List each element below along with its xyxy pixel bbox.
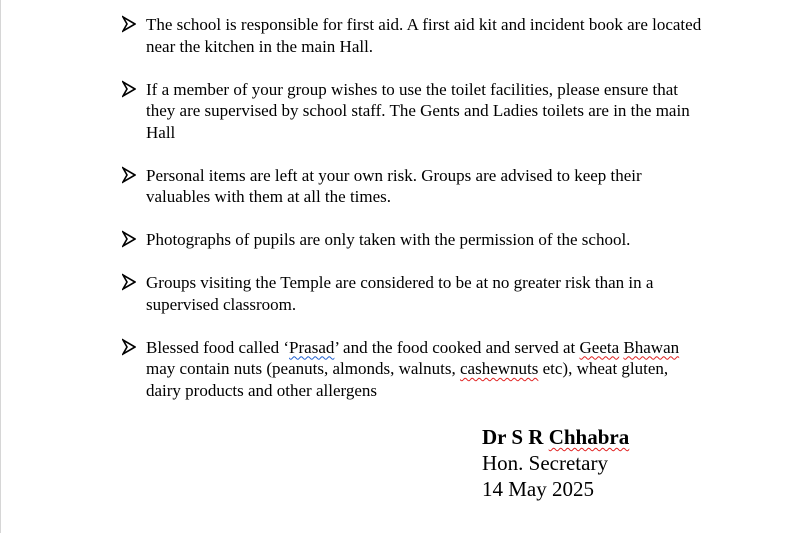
arrowhead-bullet-icon — [122, 273, 136, 291]
list-item-photographs — [122, 229, 702, 251]
signature-block — [482, 424, 629, 502]
list-item-first-aid — [122, 14, 702, 57]
list-item-text: Personal items are left at your own risk. Groups are advised to keep their valuables with them at all the times. — [146, 165, 642, 206]
signatory-name-prefix: Dr S R — [482, 425, 549, 449]
text-run: may contain nuts (peanuts, almonds, walnuts, — [146, 359, 460, 378]
document-date: 14 May 2025 — [482, 477, 594, 501]
list-item-text: The school is responsible for first aid. A first aid kit and incident book are located near the kitchen in the main Hall. — [146, 15, 702, 56]
arrowhead-bullet-icon — [122, 80, 136, 98]
text-run: Blessed food called ‘ — [146, 337, 290, 357]
arrowhead-bullet-icon — [122, 338, 136, 356]
list-item-text: Groups visiting the Temple are considered to be at no greater risk than in a supervised classroom. — [146, 273, 654, 314]
text-run: etc), wheat gluten, dairy products and other allergens — [146, 359, 669, 400]
grammar-flagged-word[interactable]: Prasad — [289, 337, 335, 357]
signatory-title: Hon. Secretary — [482, 451, 608, 475]
safety-notes-list — [122, 14, 702, 423]
list-item-text: If a member of your group wishes to use the toilet facilities, please ensure that they are supervised by school staff. The Gents and Ladies toilets are in the main Hall — [146, 79, 690, 142]
list-item-toilets — [122, 79, 702, 144]
page-left-edge — [0, 0, 1, 533]
list-item-text: Photographs of pupils are only taken with the permission of the school. — [146, 230, 631, 249]
spelling-flagged-word[interactable]: Geeta — [579, 337, 620, 357]
list-item-temple-visits — [122, 272, 702, 315]
list-item-personal-items — [122, 165, 702, 208]
text-run: ’ and the food cooked and served at — [334, 337, 580, 357]
signatory-name — [482, 424, 629, 450]
spelling-flagged-word[interactable]: Chhabra — [548, 425, 630, 449]
list-item-allergens — [122, 337, 702, 402]
spelling-flagged-word[interactable]: Bhawan — [623, 337, 680, 357]
arrowhead-bullet-icon — [122, 15, 136, 33]
arrowhead-bullet-icon — [122, 230, 136, 248]
list-item-text — [146, 338, 679, 400]
spelling-flagged-word[interactable]: cashewnuts — [459, 359, 539, 378]
arrowhead-bullet-icon — [122, 166, 136, 184]
